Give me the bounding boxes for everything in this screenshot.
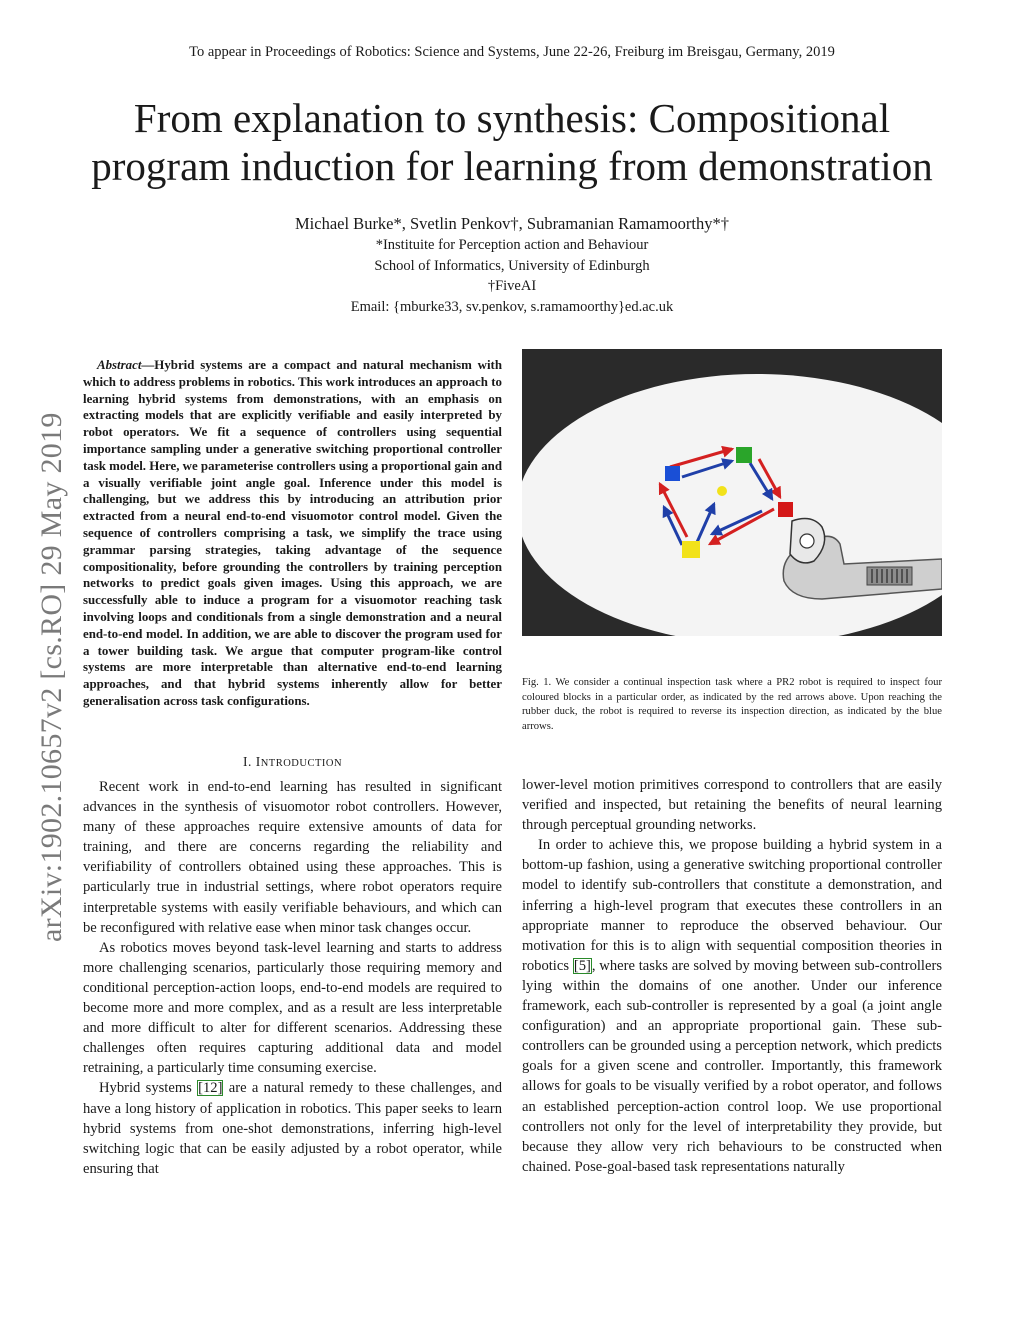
section-number: I.	[242, 754, 256, 769]
inspection-task-photo	[522, 349, 942, 636]
section-heading-introduction	[83, 754, 502, 770]
abstract	[83, 357, 502, 710]
paper-title	[0, 94, 1024, 190]
title-line-2: program induction for learning from demonstration	[91, 143, 933, 189]
green-block	[736, 447, 752, 463]
section-title-rest: NTRODUCTION	[260, 758, 343, 769]
left-column-body	[83, 777, 502, 1179]
section-title-initial: I	[255, 754, 261, 769]
venue-line: To appear in Proceedings of Robotics: Science and Systems, June 22-26, Freiburg im Breisgau, Germany, 2019	[189, 44, 835, 60]
email-line: Email: {mburke33, sv.penkov, s.ramamoorthy}ed.ac.uk	[350, 299, 674, 315]
intro-paragraph-5-start: In order to achieve this, we propose building a hybrid system in a bottom-up fashion, using a generative switching proportional controller model to identify sub-controllers that constitute a demonstration, and inferring a high-level program that executes these controllers in an appropriate manner to reproduce the observed behaviour. Our motivation for this is to align with sequential composition theories in robotics	[522, 837, 942, 974]
figure-1-caption: Fig. 1. We consider a continual inspection task where a PR2 robot is required to inspect four coloured blocks in a particular order, as indicated by the red arrows above. Upon reaching the rubber duck, the robot is required to reverse its inspection direction, as indicated by the blue arrows.	[522, 677, 942, 732]
blue-block	[665, 466, 680, 481]
affiliation-company: †FiveAI	[487, 278, 537, 294]
red-block	[778, 502, 793, 517]
yellow-block	[682, 541, 700, 558]
intro-paragraph-4: lower-level motion primitives correspond to controllers that are easily verified and inspected, but retaining the benefits of neural learning through perceptual grounding networks.	[522, 777, 942, 834]
rubber-duck	[717, 486, 727, 496]
abstract-label: Abstract	[97, 358, 142, 372]
author-list: Michael Burke*, Svetlin Penkov†, Subramanian Ramamoorthy*†	[295, 214, 729, 233]
figure-1-image	[522, 349, 942, 636]
title-line-1: From explanation to synthesis: Compositional	[133, 95, 891, 141]
citation-link-5[interactable]: [5]	[573, 957, 591, 974]
right-column-body	[522, 775, 942, 1177]
citation-link-12[interactable]: [12]	[198, 1080, 223, 1097]
intro-paragraph-1: Recent work in end-to-end learning has resulted in significant advances in the synthesis of visuomotor robot controllers. However, many of these approaches require extensive amounts of data for training, and there are concerns regarding the reliability and verifiability of controllers obtained using these approaches. This is particularly true in industrial settings, where robot operators require interpretable systems with easily verifiable behaviours, and which can be reconfigured with relative ease when minor task changes occur.	[83, 779, 502, 936]
intro-paragraph-3-end: are a natural remedy to these challenges, and have a long history of application in robotics. This paper seeks to learn hybrid systems from one-shot demonstrations, inferring high-level switching logic that can be easily adjusted by a robot operator, while ensuring that	[83, 1080, 502, 1177]
intro-paragraph-2: As robotics moves beyond task-level learning and starts to address more challenging scenarios, particularly those requiring memory and conditional perception-action loops, end-to-end models are required to become more and more complex, and as a result are less interpretable and more difficult to alter for different scenarios. Addressing these challenges often requires capturing additional data and model retraining, a particularly time consuming exercise.	[83, 939, 502, 1077]
affiliation-institute: *Instituite for Perception action and Behaviour	[375, 237, 649, 253]
arxiv-identifier: arXiv:1902.10657v2 [cs.RO] 29 May 2019	[35, 412, 68, 942]
intro-paragraph-3-start: Hybrid systems	[99, 1080, 198, 1097]
affiliation-school: School of Informatics, University of Edinburgh	[374, 258, 650, 274]
intro-paragraph-5-end: , where tasks are solved by moving between sub-controllers lying within the domains of one another. Under our inference framework, each sub-controller is represented by a goal (a joint angle configuration) and an appropriate proportional gain. These sub-controllers can be grounded using a perception network, which predicts goals for a given scene and controller. Importantly, this framework allows for goals to be visually verified by a robot operator, and follows an established perception-action control loop. We use proportional controllers not only for the level of interpretability they provide, but because they allow very rich behaviours to be constructed when chained. Pose-goal-based task representations naturally	[522, 957, 942, 1175]
abstract-text: —Hybrid systems are a compact and natural mechanism with which to address problems in robotics. This work introduces an approach to learning hybrid systems from demonstrations, with an emphasis on extracting models that are explicitly verifiable and easily interpreted by robot operators. We fit a sequence of controllers using sequential importance sampling under a generative switching proportional controller task model. Here, we parameterise controllers using a proportional gain and a visually verifiable joint angle goal. Inference under this model is challenging, but we address this by introducing an attribution prior extracted from a neural end-to-end visuomotor control model. Given the sequence of controllers comprising a task, we simplify the trace using grammar parsing strategies, taking advantage of the sequence compositionality, before grounding the controllers by training perception networks to predict goals given images. Using this approach, we are successfully able to induce a program for a visuomotor reaching task involving loops and conditionals from a single demonstration and a neural end-to-end model. In addition, we are able to discover the program used for a tower building task. We argue that computer program-like control systems are more interpretable than alternative end-to-end learning approaches, and that hybrid systems inherently allow for better generalisation across task configurations.	[83, 358, 502, 708]
intro-paragraph-5	[522, 835, 942, 1177]
intro-paragraph-3	[83, 1078, 502, 1178]
